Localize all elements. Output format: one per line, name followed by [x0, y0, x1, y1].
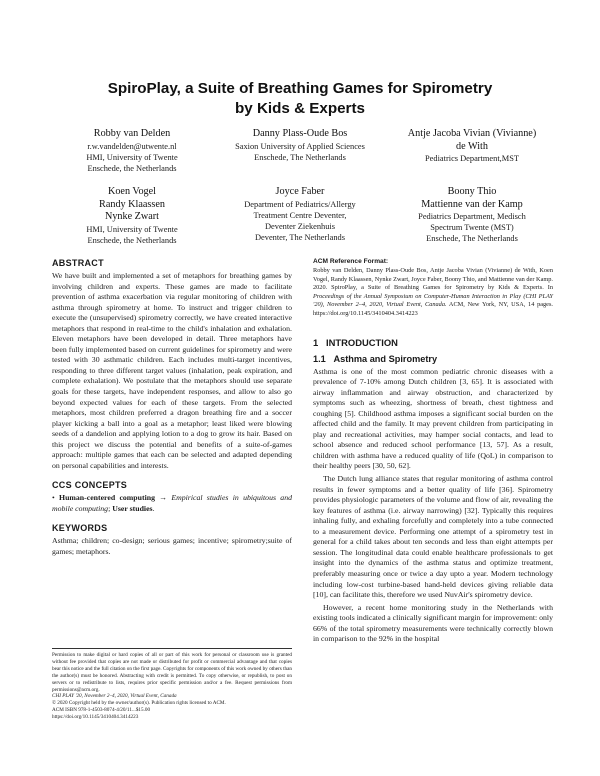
author-affiliation: Department of Pediatrics/Allergy: [244, 199, 356, 209]
author-affiliation: Spectrum Twente (MST): [430, 223, 514, 232]
copyright-line: © 2020 Copyright held by the owner/author(s). Publication rights licensed to ACM.: [52, 700, 226, 707]
ccs-concept: Human-centered computing: [59, 493, 155, 503]
author-location: Enschede, The Netherlands: [426, 234, 518, 243]
ccs-heading: CCS CONCEPTS: [52, 480, 128, 491]
ccs-tail: User studies: [112, 503, 153, 513]
author-affiliation: Pediatrics Department,MST: [425, 154, 519, 163]
author-email: r.w.vandelden@utwente.nl: [87, 141, 177, 151]
author-location: Enschede, the Netherlands: [87, 163, 177, 173]
author-name: Danny Plass-Oude Bos: [252, 128, 348, 139]
subsection-number: 1.1: [313, 353, 326, 364]
author-affiliation: Pediatrics Department, Medisch: [418, 212, 526, 221]
author-name-continued: de With: [456, 140, 488, 152]
author-location: Enschede, The Netherlands: [254, 152, 346, 162]
intro-title: INTRODUCTION: [326, 336, 398, 348]
author-affiliation: Treatment Centre Deventer,: [253, 210, 347, 220]
ccs-end: .: [152, 503, 155, 513]
author-name: Robby van Delden: [93, 128, 171, 139]
acm-ref-proceedings: Proceedings of the Annual Symposium on Computer-Human Interaction in Play (CHI PLAY '20), November 2–4, 2020, Virtual Event, Canada.: [313, 292, 553, 309]
author-name: Koen Vogel: [107, 186, 156, 197]
author-name: Nynke Zwart: [104, 211, 160, 222]
intro-heading: [313, 337, 553, 348]
abstract-text: We have built and implemented a set of metaphors for breathing games by involving children and experts. These games are made to facilitate prevention of asthma exacerbation via regular monitoring of children with asthma through spirometry at home. To instruct and trigger children to execute the (unsupervised) spirometry correctly, we have created interactive metaphors that respond in real-time to the child's inhalation and exhalation. Eleven metaphors have been developed in detail. Three metaphors have been fully implemented based on current guidelines for spirometry and were tested with 30 asthmatic children. Each includes multi-target incentives, responding to three different target values (inhalation, peak expiration, and complete exhalation). We postulate that the metaphors should use separate goals for these targets, have independent responses, and allow to also go beyond expected values for each of these targets. From the selected metaphors, most children preferred a dragon breathing fire and a soccer player kicking a ball into a goal as a metaphor; least liked were blowing seeds of a dandelion and applying lotion to a dog to grow its hair. Based on this project we discuss the potential and benefits of a suite-of-games approach: multiple games that each can be selected and adapted depending on personal capabilities and interests.: [52, 271, 292, 470]
author-group-mst: [384, 186, 560, 244]
acm-ref-heading: ACM Reference Format:: [313, 258, 389, 265]
doi-line: https://doi.org/10.1145/3410404.3414223: [52, 714, 139, 721]
ccs-separator: ;: [108, 503, 113, 513]
author-name: Randy Klaassen: [99, 198, 165, 210]
author-name: Joyce Faber: [275, 186, 325, 197]
acm-ref-text-a: Robby van Delden, Danny Plass-Oude Bos, Antje Jacoba Vivian (Vivianne) de With, Koen Vogel, Randy Klaassen, Nynke Zwart, Joyce Faber, Boony Thio, and Mattienne van der Kamp. 2020. SpiroPlay, a Suite of Breathing Games for Spirometry by Kids & Experts. In: [313, 267, 553, 292]
acm-ref-text-b: ACM, New York, NY, USA, 14 pages. https://doi.org/10.1145/3410404.3414223: [313, 301, 553, 317]
left-column: [52, 258, 292, 558]
keywords-text: Asthma; children; co-design; serious games; incentive; spirometry;suite of games; metaphors.: [52, 536, 292, 557]
author-affiliation: HMI, University of Twente: [86, 224, 178, 234]
intro-number: 1: [313, 336, 319, 348]
title-line-2: by Kids & Experts: [235, 100, 365, 117]
paper-title: [40, 79, 560, 119]
subsection-title: Asthma and Spirometry: [333, 353, 438, 364]
intro-paragraph-1: Asthma is one of the most common pediatric chronic diseases with a prevalence of 7-10% among Dutch children [3, 65]. It is associated with airway inflammation and airway obstruction, and characterized by symptoms such as wheezing, shortness of breath, chest tightness and coughing [5]. Childhood asthma imposes a significant social burden on the affected child and the family. It may prevent children from participating in play and recreational activities, may hamper social contacts, and lead to school absence and reduced school performance [13, 57]. As a result, children with asthma have a reduced quality of life (QoL) in comparison to their healthy peers [30, 50, 62].: [313, 366, 553, 471]
author-danny-plass-oude-bos: [213, 128, 387, 163]
author-affiliation: HMI, University of Twente: [86, 152, 178, 162]
author-robby-van-delden: [52, 128, 212, 174]
ccs-bullet: •: [52, 493, 55, 503]
title-line-1: SpiroPlay, a Suite of Breathing Games for Spirometry: [107, 80, 493, 97]
keywords-heading: KEYWORDS: [52, 523, 108, 534]
permission-footnote: [52, 648, 292, 721]
intro-paragraph-3: However, a recent home monitoring study in the Netherlands with existing tools indicated a clinically significant margin for improvement: only 66% of the total spirometry measurements were technically correctly blown in comparison to the 92% in the hospital: [313, 602, 553, 644]
author-group-hmi: [52, 186, 212, 246]
ccs-detail: Empirical studies in ubiquitous and mobile computing: [52, 493, 292, 513]
author-joyce-faber: [213, 186, 387, 243]
author-location: Deventer, The Netherlands: [255, 232, 345, 242]
isbn-line: ACM ISBN 978-1-4503-8074-4/20/11...$15.00: [52, 707, 151, 714]
right-column: [313, 258, 553, 645]
permission-text: Permission to make digital or hard copies of all or part of this work for personal or classroom use is granted without fee provided that copies are not made or distributed for profit or commercial advantage and that copies bear this notice and the full citation on the first page. Copyrights for components of this work owned by others than the author(s) must be honored. Abstracting with credit is permitted. To copy otherwise, or republish, to post on servers or to redistribute to lists, requires prior specific permission and/or a fee. Request permissions from permissions@acm.org.: [52, 652, 292, 693]
ccs-arrow: →: [159, 493, 168, 503]
ccs-text: [52, 493, 292, 514]
author-location: Enschede, the Netherlands: [87, 235, 177, 245]
abstract-heading: ABSTRACT: [52, 258, 104, 268]
intro-paragraph-2: The Dutch lung alliance states that regular monitoring of asthma control results in fewer symptoms and a better quality of life [36]. Spirometry provides physiologic parameters of the volume and flow of air, revealing the key features of asthma (i.e. airway narrowing) [32]. Typically this requires inhaling fully, and exhaling forcefully and completely into a tube connected to a measurement device. Performing one attempt of a spirometry test in general for a child takes about ten seconds and less than eight attempts per session. The longitudinal data could enable healthcare professionals to get insight into the dynamics of the asthma status and optimize treatment, preferably measuring once or twice a day upto a year. Modern technology including low-cost turbine-based hand-held devices giving reliable data [10], can facilitate this, therefore we used NuvAir's spirometry device.: [313, 474, 553, 600]
author-name: Boony Thio: [447, 186, 497, 197]
subsection-heading: [313, 354, 553, 364]
acm-ref-text: [313, 267, 553, 319]
author-name: Mattienne van der Kamp: [421, 198, 523, 210]
conference-line: CHI PLAY '20, November 2–4, 2020, Virtual Event, Canada: [52, 693, 177, 700]
author-name: Antje Jacoba Vivian (Vivianne): [407, 128, 537, 139]
author-vivianne-de-with: [384, 128, 560, 164]
author-affiliation: Deventer Ziekenhuis: [265, 221, 335, 231]
author-affiliation: Saxion University of Applied Sciences: [235, 141, 365, 151]
